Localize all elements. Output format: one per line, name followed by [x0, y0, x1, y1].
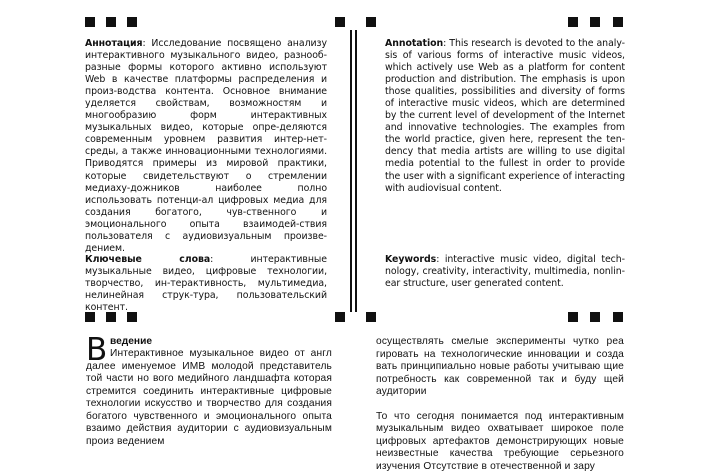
intro-dropcap: В — [86, 335, 107, 365]
decor-square — [335, 312, 345, 322]
decor-square — [613, 312, 623, 322]
decor-square — [613, 17, 623, 27]
intro-right-column — [376, 336, 624, 473]
keywords-ru-text: : интерактивные музыкальные видео, цифровые технологии, творчество, ин-терактивность, мультимедиа, нелинейная струк-тура, пользовательский контент. — [85, 254, 327, 313]
decor-square — [106, 17, 116, 27]
decor-square — [127, 17, 137, 27]
intro-heading: ведение — [110, 336, 152, 347]
annotation-ru-label: Аннотация — [85, 38, 143, 49]
keywords-en-label: Keywords — [385, 254, 436, 265]
decor-square — [366, 312, 376, 322]
decor-square — [590, 312, 600, 322]
intro-left-paragraph: Интерактивное музыкальное видео от англ далее именуемое ИМВ молодой представитель той части но вого медийного ландшафта которая стремится соединить интерактивные цифровые технологии искусство и творчество для создания богатого чувственного и эмоционального опыта взаимо действия аудитории с аудиовизуальным произ ведением — [86, 348, 332, 448]
keywords-ru-label: Ключевые слова — [85, 254, 210, 265]
intro-left-column — [86, 348, 332, 448]
keywords-ru — [85, 254, 327, 314]
decor-square — [85, 17, 95, 27]
annotation-en — [385, 38, 625, 195]
divider-line — [355, 30, 357, 312]
decor-square — [590, 17, 600, 27]
annotation-ru — [85, 38, 327, 255]
intro-right-paragraph-1: осуществлять смелые эксперименты чутко реа гировать на технологические инновации и созда вать принципиально новые работы учитываю щие потребность как современной так и буду щей аудитории — [376, 336, 624, 399]
keywords-en — [385, 254, 625, 290]
divider-line — [350, 30, 352, 312]
annotation-ru-text: : Исследование посвящено анализу интерактивного музыкального видео, разнооб-разные формы которого активно используют Web в качестве платформы распределения и произ-водства контента. Основное внимание уделяется свойствам, возможностям и многообразию форм интерактивных музыкальных видео, которые опре-деляются современным уровнем развития интер-нет-среды, а также инновационными технологиями. Приводятся примеры из мировой практики, которые свидетельствуют о стремлении медиаху-дожников наиболее полно использовать потенци-ал цифровых медиа для создания богатого, чув-ственного и эмоционального опыта взаимодей-ствия пользователя с аудиовизуальным произве-дением. — [85, 38, 327, 254]
decor-square — [366, 17, 376, 27]
annotation-en-label: Annotation — [385, 38, 443, 49]
annotation-en-text: : This research is devoted to the analy-sis of various forms of interactive music videos, which actively use Web as a platform for content production and distribution. The emphasis is upon those qualities, possibilities and diversity of forms of interactive music videos, which are determined by the current level of development of the Internet and innovative technologies. The examples from the world practice, given here, represent the ten-dency that media artists are willing to use digital media potential to the fullest in order to provide the user with a significant experience of interacting with audiovisual content. — [385, 38, 625, 194]
decor-square — [335, 17, 345, 27]
intro-right-paragraph-2: То что сегодня понимается под интерактивным музыкальным видео охватывает широкое поле цифровых артефактов демонстрирующих новые неизвестные качества требующие серьезного изучения Отсутствие в отечественной и зару — [376, 411, 624, 473]
keywords-en-text: : interactive music video, digital tech-nology, creativity, interactivity, multimedia, nonlin-ear structure, user generated content. — [385, 254, 625, 289]
decor-square — [568, 17, 578, 27]
decor-square — [568, 312, 578, 322]
